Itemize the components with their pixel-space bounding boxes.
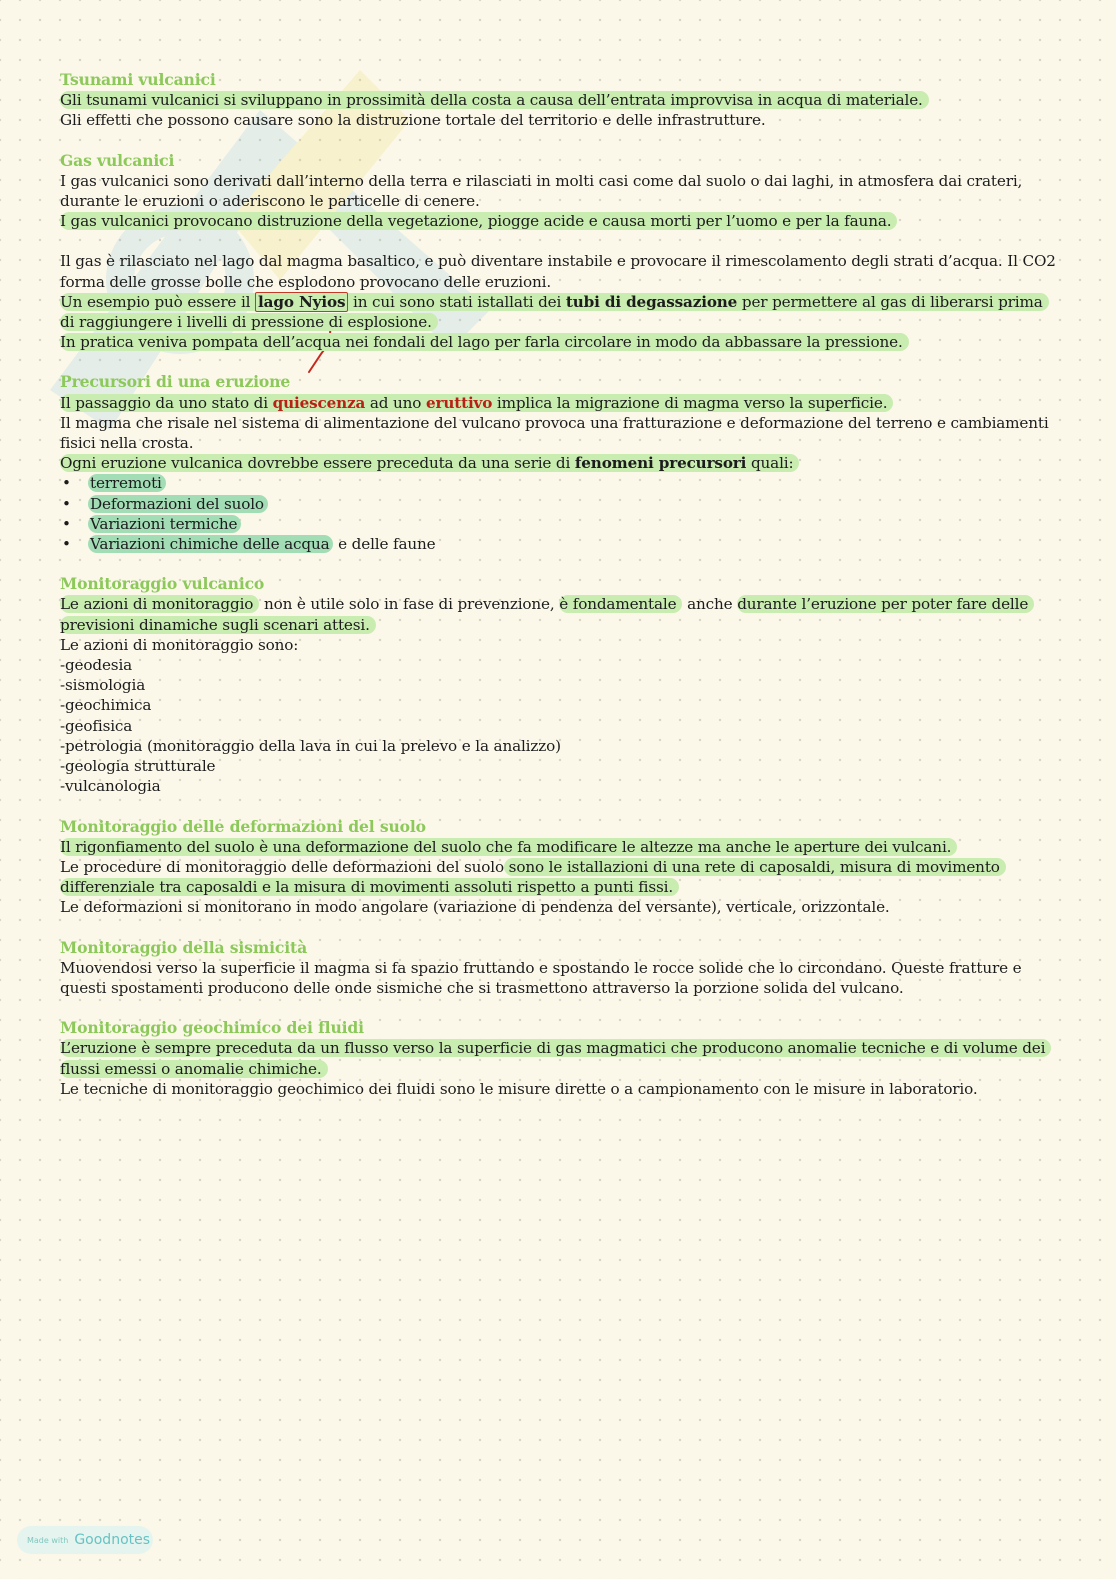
section-heading: Monitoraggio delle deformazioni del suolo xyxy=(60,816,426,836)
section-heading: Precursori di una eruzione xyxy=(60,372,291,392)
list-line: -petrologia (monitoraggio della lava in cui la prelevo e la analizzo) xyxy=(60,736,561,755)
paragraph xyxy=(60,594,1060,634)
paragraph xyxy=(60,453,1060,473)
highlighted-text: Il rigonfiamento del suolo è una deformazione del suolo che fa modificare le altezze ma anche le aperture dei vulcani. xyxy=(60,838,957,856)
paragraph: Il magma che risale nel sistema di alimentazione del vulcano provoca una fratturazione e deformazione del terreno e cambiamenti fisici nella crosta. xyxy=(60,413,1049,453)
lago-nyios-boxed: lago Nyios xyxy=(255,292,348,312)
highlighted-item: Variazioni chimiche delle acqua xyxy=(88,535,333,553)
section-deformazioni-suolo xyxy=(60,817,1060,918)
text-segment: ad uno xyxy=(365,393,426,412)
list-item xyxy=(60,494,1060,514)
highlighted-text: sono le istallazioni di una rete di caposaldi, misura di movimento differenziale tra caposaldi e la misura di movimenti assoluti rispetto a punti fissi. xyxy=(60,858,1006,896)
paragraph: I gas vulcanici sono derivati dall’interno della terra e rilasciati in molti casi come dal suolo o dai laghi, in atmosfera dai crateri, durante le eruzioni o aderiscono le particelle di cenere. xyxy=(60,171,1023,211)
spacer xyxy=(60,231,1060,251)
document-body xyxy=(60,70,1060,1119)
list-line: -vulcanologia xyxy=(60,777,161,796)
paragraph xyxy=(60,211,1060,231)
paragraph: Le azioni di monitoraggio sono: xyxy=(60,635,299,654)
highlighted-text: I gas vulcanici provocano distruzione della vegetazione, piogge acide e causa morti per l’uomo e per la fauna. xyxy=(60,212,897,230)
section-heading: Monitoraggio della sismicità xyxy=(60,937,308,957)
text-segment: per permettere al gas di liberarsi prima di raggiungere i livelli di pressione di esplosione. xyxy=(60,292,1043,332)
paragraph: Le deformazioni si monitorano in modo angolare (variazione di pendenza del versante), verticale, orizzontale. xyxy=(60,898,890,917)
list-line: -geologia strutturale xyxy=(60,757,216,776)
highlighted-text: durante l’eruzione per poter fare delle previsioni dinamiche sugli scenari attesi. xyxy=(60,595,1034,633)
section-geochimico-fluidi xyxy=(60,1018,1060,1099)
paragraph xyxy=(60,90,1060,110)
highlighted-item: Deformazioni del suolo xyxy=(88,495,268,513)
text-segment: quali: xyxy=(746,454,794,473)
paragraph: Muovendosi verso la superficie il magma si fa spazio fruttando e spostando le rocce solide che lo circondano. Queste fratture e questi spostamenti producono delle onde sismiche che si trasmettono attraverso la porzione solida del vulcano. xyxy=(60,958,1022,997)
highlighted-text: L’eruzione è sempre preceduta da un flusso verso la superficie di gas magmatici che producono anomalie tecniche e di volume dei flussi emessi o anomalie chimiche. xyxy=(60,1039,1051,1077)
highlighted-text xyxy=(60,293,1049,331)
list-item xyxy=(60,514,1060,534)
section-heading: Monitoraggio vulcanico xyxy=(60,574,265,594)
list-item xyxy=(60,473,1060,493)
section-gas-vulcanici xyxy=(60,151,1060,353)
section-sismicita xyxy=(60,938,1060,999)
paragraph xyxy=(60,1038,1060,1078)
section-precursori xyxy=(60,372,1060,554)
highlighted-text: è fondamentale xyxy=(559,595,682,613)
highlighted-item: Variazioni termiche xyxy=(88,515,241,533)
highlighted-text xyxy=(60,454,799,472)
list-line: -sismologia xyxy=(60,676,146,695)
section-tsunami-vulcanici xyxy=(60,70,1060,131)
text-segment: Il passaggio da uno stato di xyxy=(60,393,273,412)
paragraph xyxy=(60,837,1060,857)
text-segment: anche xyxy=(682,595,738,614)
highlighted-item: terremoti xyxy=(88,474,166,492)
highlighted-text xyxy=(60,394,893,412)
paragraph xyxy=(60,857,1060,897)
paragraph xyxy=(60,292,1060,332)
text-segment: Ogni eruzione vulcanica dovrebbe essere preceduta da una serie di xyxy=(60,454,575,473)
paragraph xyxy=(60,332,1060,352)
precursor-list xyxy=(60,473,1060,554)
goodnotes-badge xyxy=(17,1526,153,1554)
made-with-label: Made with xyxy=(27,1535,69,1545)
highlighted-text: Gli tsunami vulcanici si sviluppano in prossimità della costa a causa dell’entrata improvvisa in acqua di materiale. xyxy=(60,91,929,109)
highlighted-text: Le azioni di monitoraggio xyxy=(60,595,259,613)
paragraph: Gli effetti che possono causare sono la distruzione tortale del territorio e delle infrastrutture. xyxy=(60,111,766,130)
highlighted-text: In pratica veniva pompata dell’acqua nei fondali del lago per farla circolare in modo da abbassare la pressione. xyxy=(60,333,909,351)
section-heading: Gas vulcanici xyxy=(60,150,175,170)
bold-term: tubi di degassazione xyxy=(565,292,738,311)
paragraph: Il gas è rilasciato nel lago dal magma basaltico, e può diventare instabile e provocare il rimescolamento degli strati d’acqua. Il CO2 forma delle grosse bolle che esplodono provocano delle eruzioni. xyxy=(60,252,1056,291)
bold-term: fenomeni precursori xyxy=(574,454,747,473)
section-monitoraggio-vulcanico xyxy=(60,574,1060,796)
text-segment: Le procedure di monitoraggio delle deformazioni del suolo xyxy=(60,857,504,876)
list-line: -geofisica xyxy=(60,716,133,735)
paragraph xyxy=(60,393,1060,413)
section-heading: Monitoraggio geochimico dei fluidi xyxy=(60,1018,364,1038)
red-term: quiescenza xyxy=(272,393,366,412)
paragraph: Le tecniche di monitoraggio geochimico dei fluidi sono le misure dirette o a campionamento con le misure in laboratorio. xyxy=(60,1079,978,1098)
text-segment: Un esempio può essere il xyxy=(60,292,256,311)
list-line: -geodesia xyxy=(60,656,133,675)
section-heading: Tsunami vulcanici xyxy=(60,70,216,89)
list-item xyxy=(60,534,1060,554)
goodnotes-brand: Goodnotes xyxy=(74,1532,151,1548)
text-segment: in cui sono stati istallati dei xyxy=(348,292,566,311)
red-term: eruttivo xyxy=(425,393,493,412)
text-segment: e delle faune xyxy=(333,535,436,554)
text-segment: non è utile solo in fase di prevenzione, xyxy=(259,595,560,614)
text-segment: implica la migrazione di magma verso la superficie. xyxy=(492,393,888,412)
list-line: -geochimica xyxy=(60,696,152,715)
